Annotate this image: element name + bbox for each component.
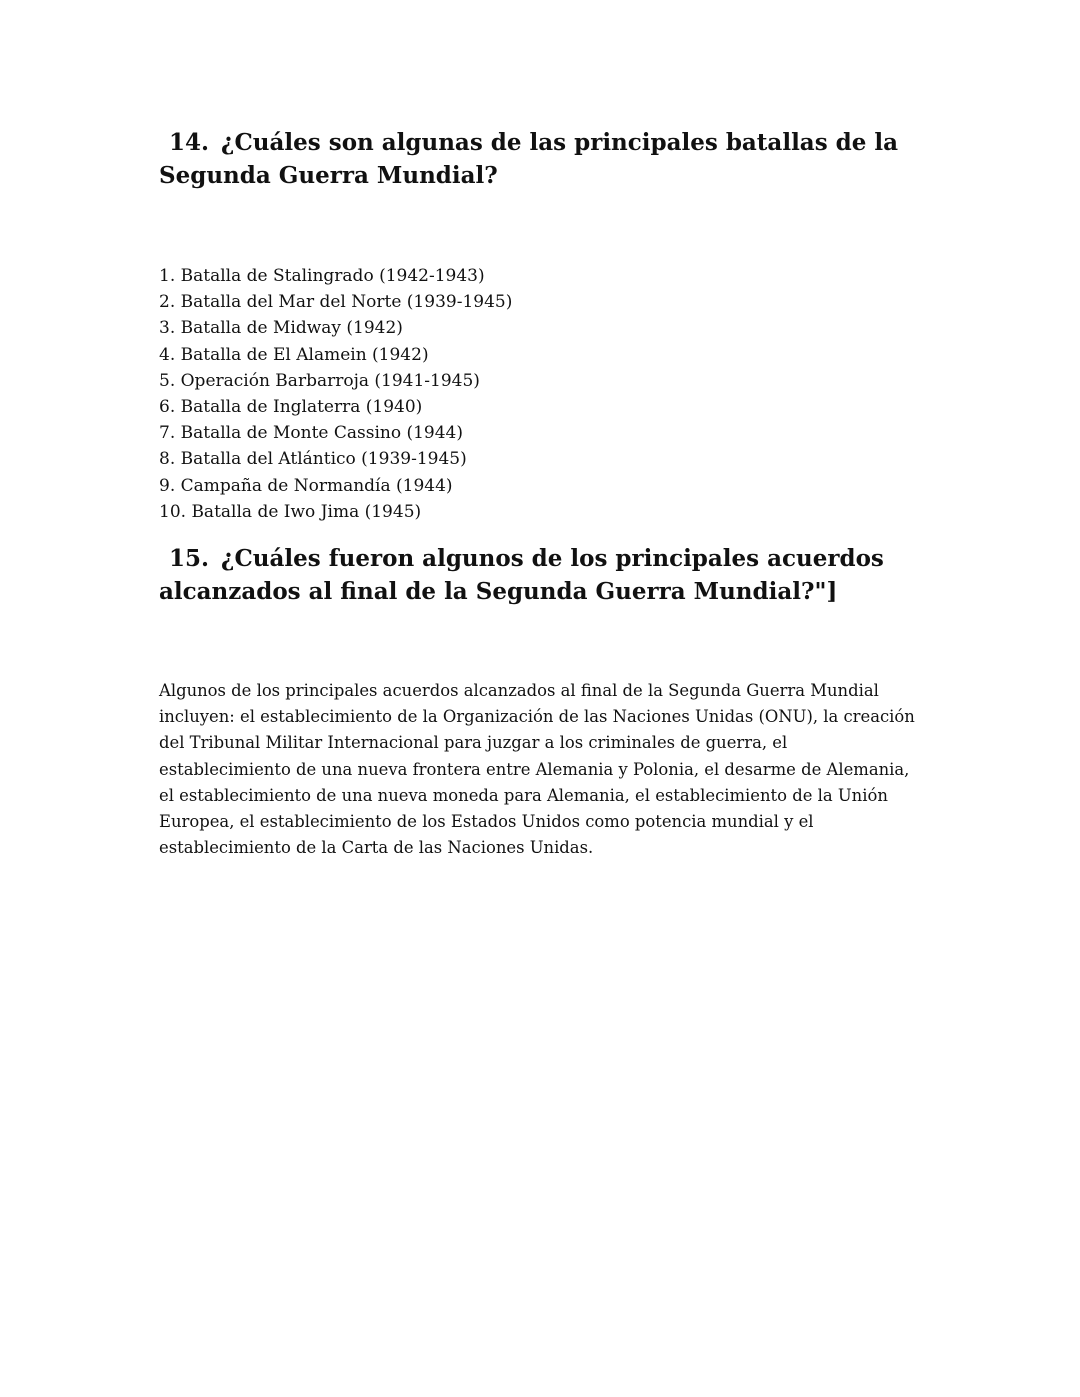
list-item: 1. Batalla de Stalingrado (1942-1943)	[159, 266, 485, 286]
list-item: 10. Batalla de Iwo Jima (1945)	[159, 501, 422, 522]
list-item: 8. Batalla del Atlántico (1939-1945)	[159, 449, 467, 470]
question-15-number: 15.	[169, 545, 210, 572]
question-14-heading	[159, 126, 919, 192]
list-item: 3. Batalla de Midway (1942)	[159, 318, 403, 339]
list-item: 2. Batalla del Mar del Norte (1939-1945)	[159, 292, 513, 313]
list-item: 4. Batalla de El Alamein (1942)	[159, 344, 429, 365]
question-15-heading	[159, 542, 919, 608]
agreements-paragraph: Algunos de los principales acuerdos alcanzados al final de la Segunda Guerra Mundial incluyen: el establecimiento de la Organización de las Naciones Unidas (ONU), la creación del Tribunal Militar Internacional para juzgar a los criminales de guerra, el establecimiento de una nueva frontera entre Alemania y Polonia, el desarme de Alemania, el establecimiento de una nueva moneda para Alemania, el establecimiento de la Unión Europea, el establecimiento de los Estados Unidos como potencia mundial y el establecimiento de la Carta de las Naciones Unidas.	[159, 681, 915, 858]
list-item: 9. Campaña de Normandía (1944)	[159, 475, 453, 496]
list-item: 7. Batalla de Monte Cassino (1944)	[159, 423, 464, 444]
question-15-text: ¿Cuáles fueron algunos de los principales acuerdos alcanzados al final de la Segunda Guerra Mundial?"]	[159, 545, 884, 605]
list-item: 5. Operación Barbarroja (1941-1945)	[159, 370, 480, 391]
question-14-number: 14.	[169, 129, 210, 156]
list-item: 6. Batalla de Inglaterra (1940)	[159, 397, 423, 418]
question-14-text: ¿Cuáles son algunas de las principales batallas de la Segunda Guerra Mundial?	[159, 129, 899, 189]
battles-list	[159, 263, 512, 525]
